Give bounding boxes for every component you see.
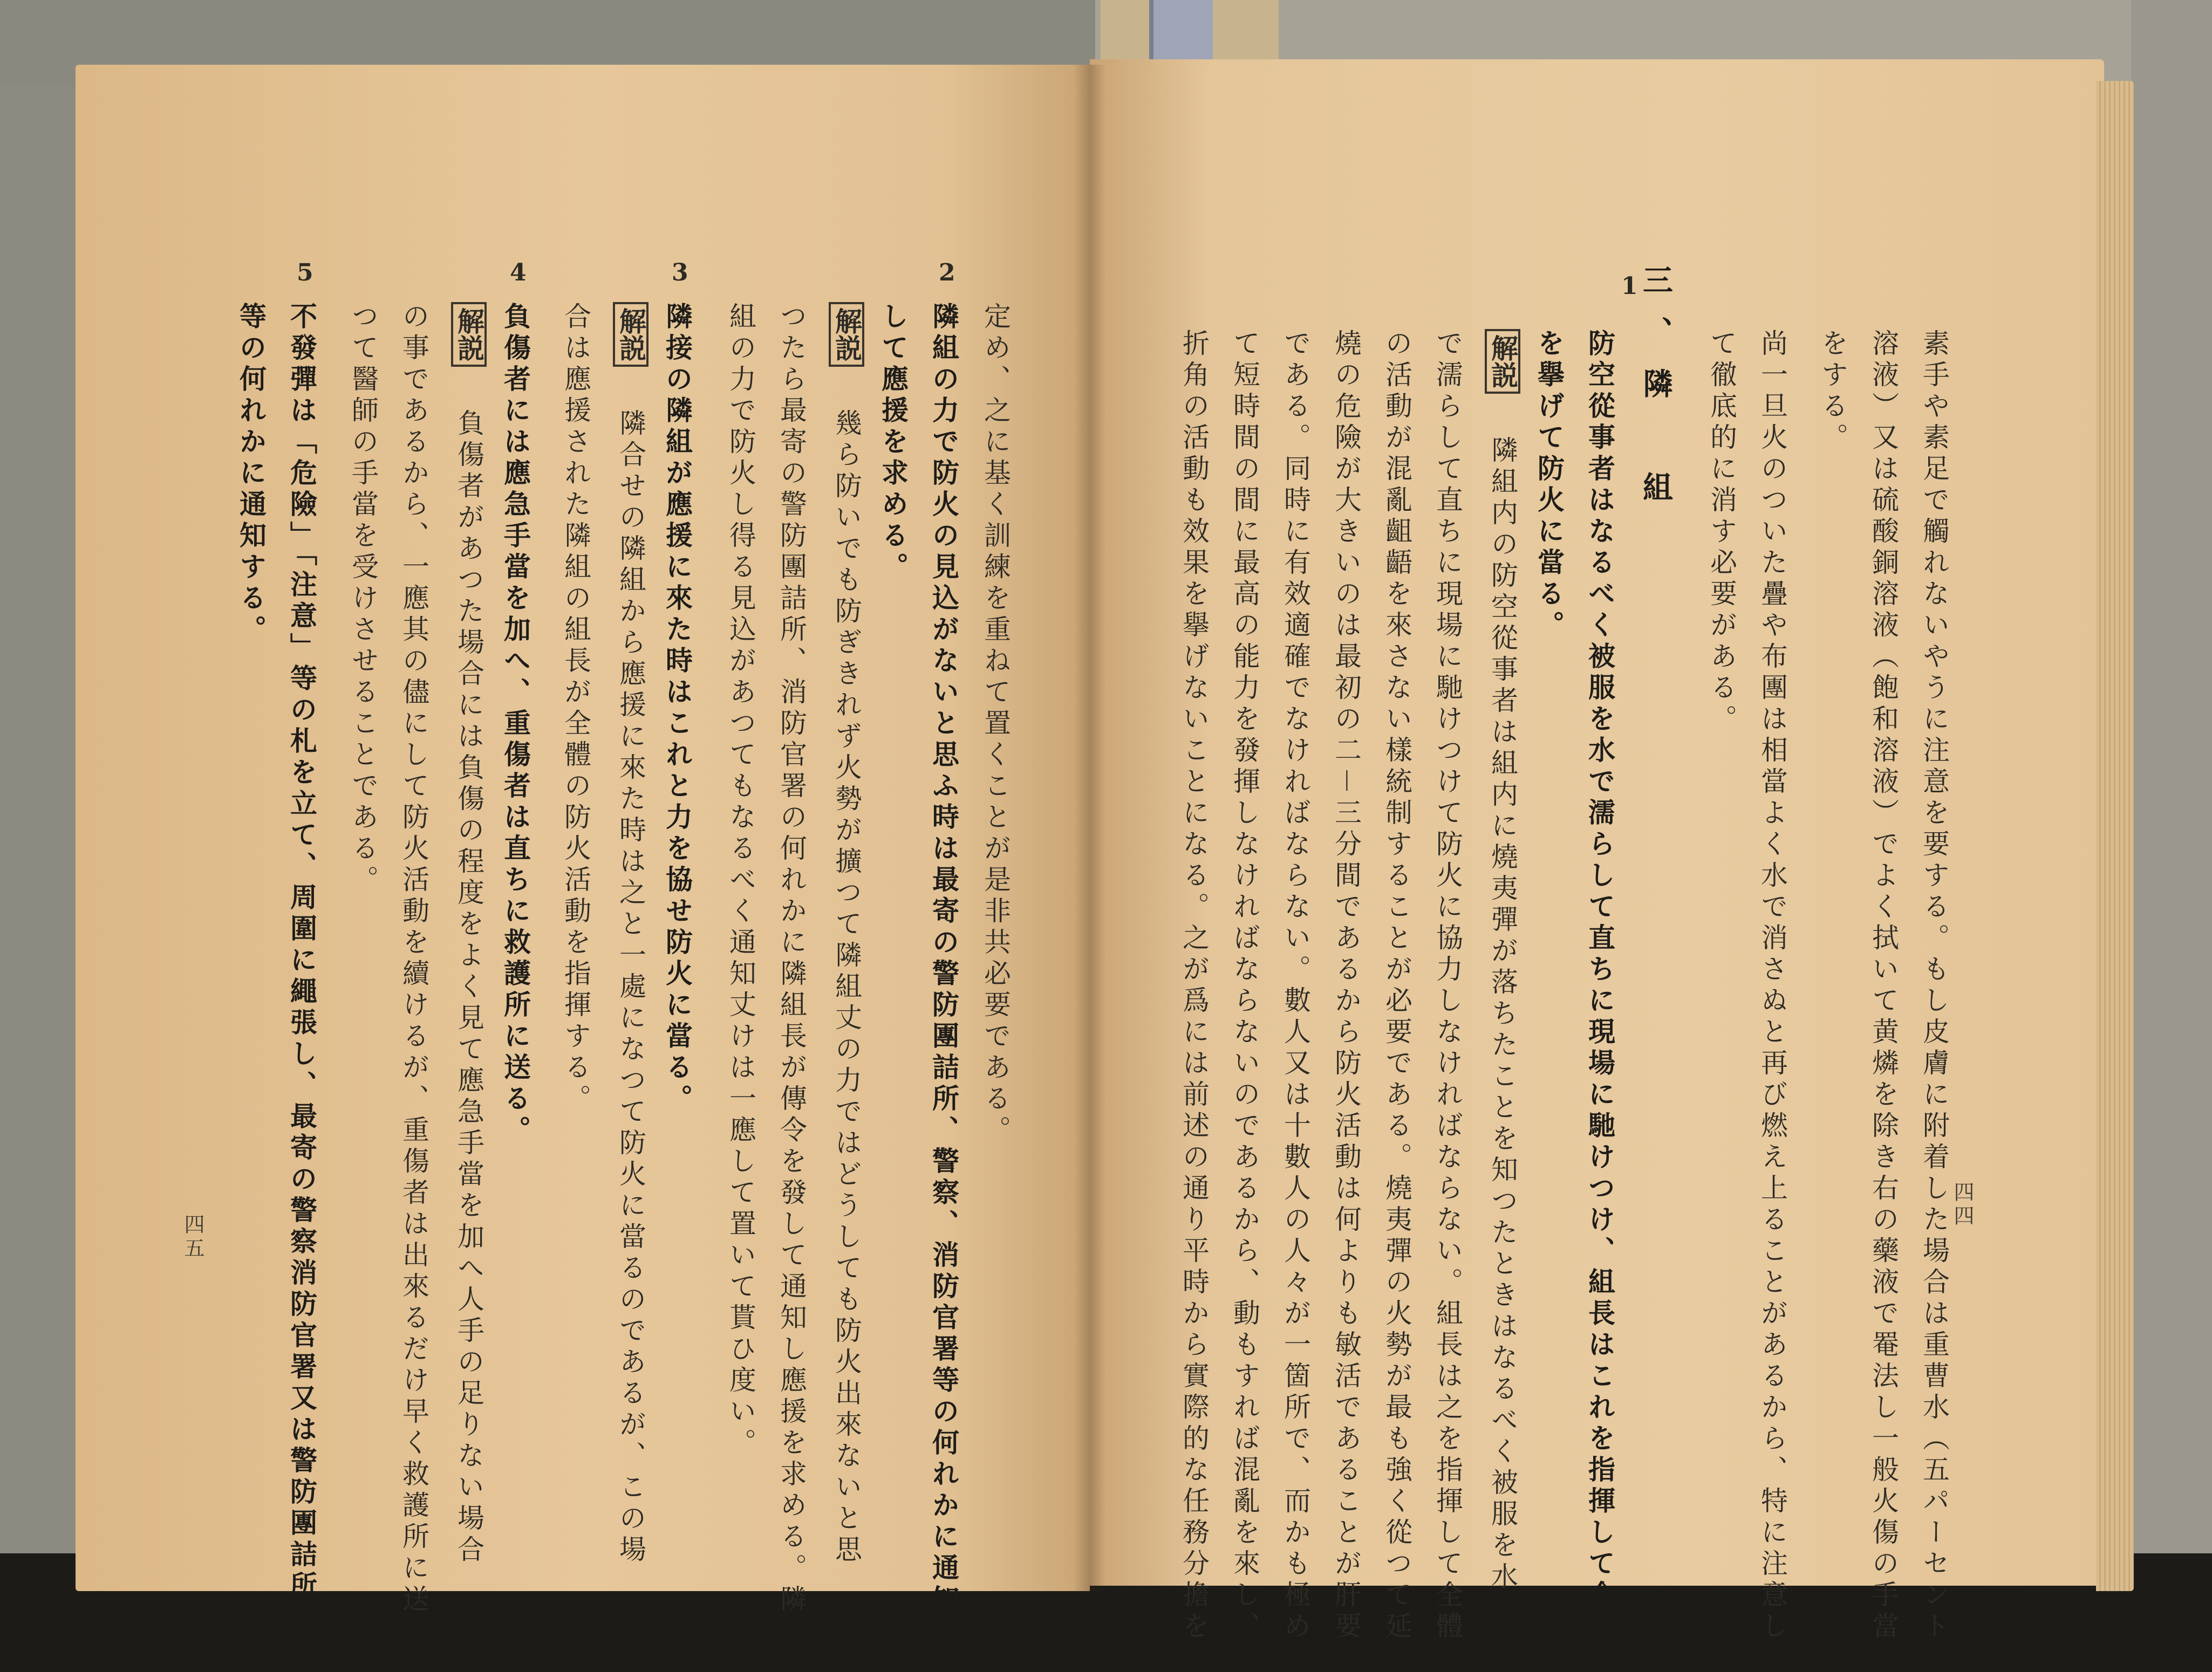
text-line-5: て徹底的に消す必要がある。 [1706, 329, 1737, 736]
item-number-5: 5 [297, 259, 313, 286]
item-2-explanation-line-1: 解説幾ら防いでも防ぎきれず火勢が擴つて隣組丈の力ではどうしても防火出來ないと思 [829, 302, 864, 1566]
text-line-3: をする。 [1817, 329, 1848, 454]
item-number-4: 4 [510, 259, 527, 286]
item-4-explanation-line-1: 解説負傷者があつた場合には負傷の程度をよく見て應急手當を加へ人手の足りない場合 [451, 302, 487, 1566]
kaisetsu-label: 解説 [1485, 329, 1520, 394]
kaisetsu-label: 解説 [451, 302, 487, 367]
left-page [76, 65, 1090, 1616]
item-5-rule-line-1: 不發彈は「危險」「注意」等の札を立て、周圍に繩張し、最寄の警察消防官署又は警防團詰所 [286, 302, 317, 1602]
background-right [2131, 0, 2212, 1672]
kaisetsu-label: 解説 [613, 302, 648, 367]
item-number-2: 2 [939, 259, 955, 286]
item-3-explanation-line-2: 合は應援された隣組の組長が全體の防火活動を指揮する。 [560, 302, 591, 1115]
text-line-2: 溶液）又は硫酸銅溶液（飽和溶液）でよく拭いて黄燐を除き右の藥液で罨法し一般火傷の手當 [1868, 329, 1899, 1643]
item-2-explanation-line-3: 組の力で防火し得る見込があつてもなるべく通知丈けは一應して置いて貰ひ度い。 [725, 302, 756, 1459]
item-1-explanation-line-4: 燒の危險が大きいのは最初の二－三分間であるから防火活動は何よりも敏活であることが肝要 [1330, 329, 1362, 1643]
item-1-explanation-line-3: の活動が混亂齟齬を來さない樣統制することが必要である。燒夷彈の火勢が最も強く從つて延 [1381, 329, 1412, 1643]
right-page [1090, 59, 2104, 1643]
page-edges [2096, 81, 2134, 1591]
spine-shadow [1074, 65, 1106, 1591]
item-1-rule-line-2: を擧げて防火に當る。 [1533, 329, 1565, 642]
kaisetsu-label: 解説 [829, 302, 864, 367]
item-1-explanation-line-5: である。同時に有效適確でなければならない。數人又は十數人の人々が一箇所で、而かも極め [1280, 329, 1311, 1643]
item-number-3: 3 [672, 259, 688, 286]
text-line-4: 尚一旦火のついた疊や布團は相當よく水で消さぬと再び燃え上ることがあるから、特に注意し [1757, 329, 1788, 1643]
item-4-explanation-line-3: つて醫師の手當を受けさせることである。 [347, 302, 379, 896]
item-1-explanation-line-2: で濡らして直ちに現場に馳けつけて防火に協力しなければならない。組長は之を指揮して全體 [1432, 329, 1463, 1643]
item-2-rule-line-2: して應援を求める。 [877, 302, 909, 584]
item-1-explanation-line-6: て短時間の間に最高の能力を發揮しなければならないのであるから、動もすれば混亂を來し、 [1229, 329, 1260, 1643]
item-1-explanation-line-1: 解説隣組内の防空從事者は組内に燒夷彈が落ちたことを知つたときはなるべく被服を水 [1485, 329, 1520, 1593]
continuation-line: 定め、之に基く訓練を重ねて置くことが是非共必要である。 [980, 302, 1011, 1147]
item-2-explanation-line-2: つたら最寄の警防團詰所、消防官署の何れかに隣組長が傳令を發して通知し應援を求める。隣 [776, 302, 807, 1616]
item-2-rule-line-1: 隣組の力で防火の見込がないと思ふ時は最寄の警防團詰所、警察、消防官署等の何れかに通知 [928, 302, 959, 1616]
page-number: 四五 [181, 1214, 204, 1261]
item-1-rule-line-1: 防空從事者はなるべく被服を水で濡らして直ちに現場に馳けつけ、組長はこれを指揮して全力 [1584, 329, 1615, 1643]
item-1-explanation-line-7: 折角の活動も效果を擧げないことになる。之が爲には前述の通り平時から實際的な任務分擔を [1178, 329, 1210, 1643]
item-4-rule-line-1: 負傷者には應急手當を加へ、重傷者は直ちに救護所に送る。 [500, 302, 531, 1147]
section-heading: 三、隣 組 [1638, 264, 1673, 523]
text-line-1: 素手や素足で觸れないやうに注意を要する。もし皮膚に附着した場合は重曹水（五パーセント [1919, 329, 1950, 1643]
page-number: 四四 [1950, 1181, 1974, 1229]
item-number-1: 1 [1621, 272, 1638, 300]
item-3-rule-line-1: 隣接の隣組が應援に來た時はこれと力を協せ防火に當る。 [661, 302, 693, 1115]
item-4-explanation-line-2: の事であるから、一應其の儘にして防火活動を續けるが、重傷者は出來るだけ早く救護所に送 [398, 302, 429, 1616]
item-3-explanation-line-1: 解説隣合せの隣組から應援に來た時は之と一處になつて防火に當るのであるが、この場 [613, 302, 648, 1566]
item-5-rule-line-2: 等の何れかに通知する。 [235, 302, 267, 646]
